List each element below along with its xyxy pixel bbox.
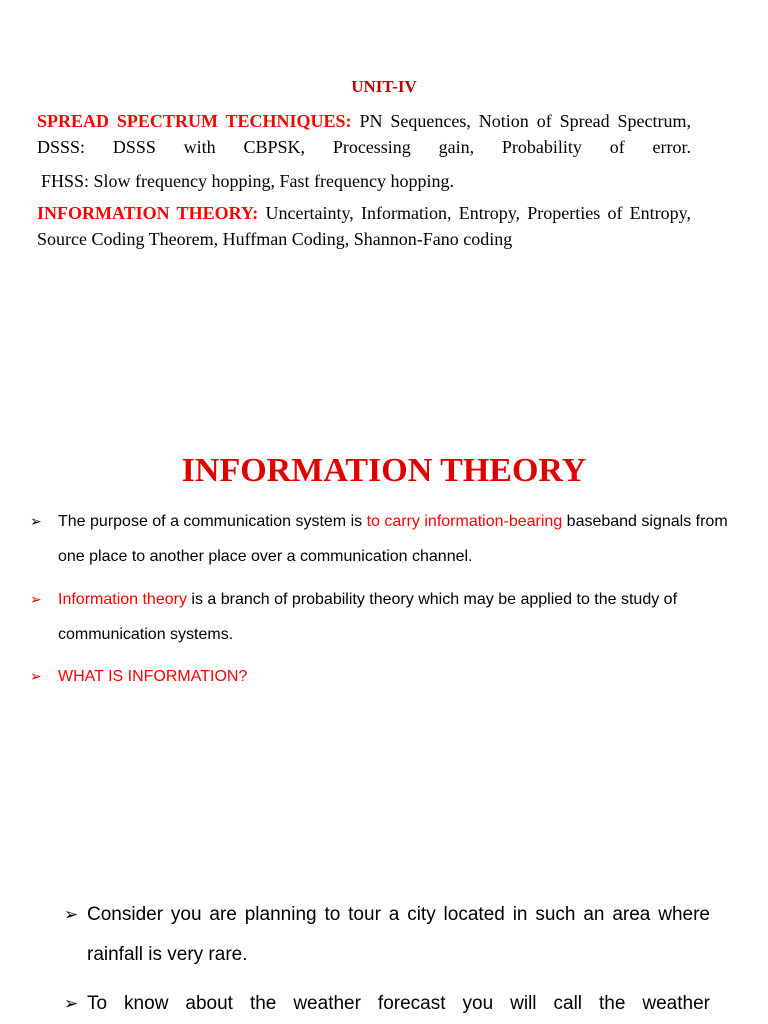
- list-item: [30, 582, 742, 652]
- information-theory-syllabus: [37, 200, 691, 252]
- arrowhead-bullet-icon: ➢: [30, 668, 42, 684]
- list-item: [64, 895, 710, 975]
- fhss-syllabus: FHSS: Slow frequency hopping, Fast frequency hopping.: [41, 171, 454, 191]
- spread-spectrum-topics: PN Sequences, Notion of Spread Spectrum, DSSS: DSSS with CBPSK, Processing gain, Probability of error.: [37, 111, 691, 157]
- bullet-highlight: Information theory: [58, 591, 187, 608]
- information-theory-label: INFORMATION THEORY:: [37, 203, 259, 223]
- spread-spectrum-syllabus: [37, 108, 691, 160]
- arrowhead-bullet-icon: ➢: [30, 513, 42, 529]
- unit-heading: UNIT-IV: [351, 77, 417, 96]
- bullet-text: is a branch of probability theory which may be applied to the study of communication systems.: [58, 591, 678, 643]
- spread-spectrum-label: SPREAD SPECTRUM TECHNIQUES:: [37, 111, 352, 131]
- list-item: [30, 504, 742, 574]
- arrowhead-bullet-icon: ➢: [30, 591, 42, 607]
- list-item: [64, 984, 710, 1024]
- section-title: INFORMATION THEORY: [181, 452, 587, 489]
- list-item: [30, 659, 742, 694]
- bullet-highlight: WHAT IS INFORMATION?: [58, 668, 248, 685]
- bullet-text: baseband signals from one place to another place over a communication channel.: [58, 513, 728, 565]
- information-theory-topics: Uncertainty, Information, Entropy, Properties of Entropy, Source Coding Theorem, Huffman Coding, Shannon-Fano coding: [37, 203, 691, 249]
- bullet-text: To know about the weather forecast you will call the weather: [87, 993, 710, 1014]
- arrowhead-bullet-icon: ➢: [64, 905, 79, 924]
- bullet-highlight: to carry information-bearing: [366, 513, 563, 530]
- arrowhead-bullet-icon: ➢: [64, 994, 79, 1013]
- bullet-text: Consider you are planning to tour a city located in such an area where rainfall is very rare.: [87, 904, 710, 965]
- bullet-text: The purpose of a communication system is: [58, 513, 367, 530]
